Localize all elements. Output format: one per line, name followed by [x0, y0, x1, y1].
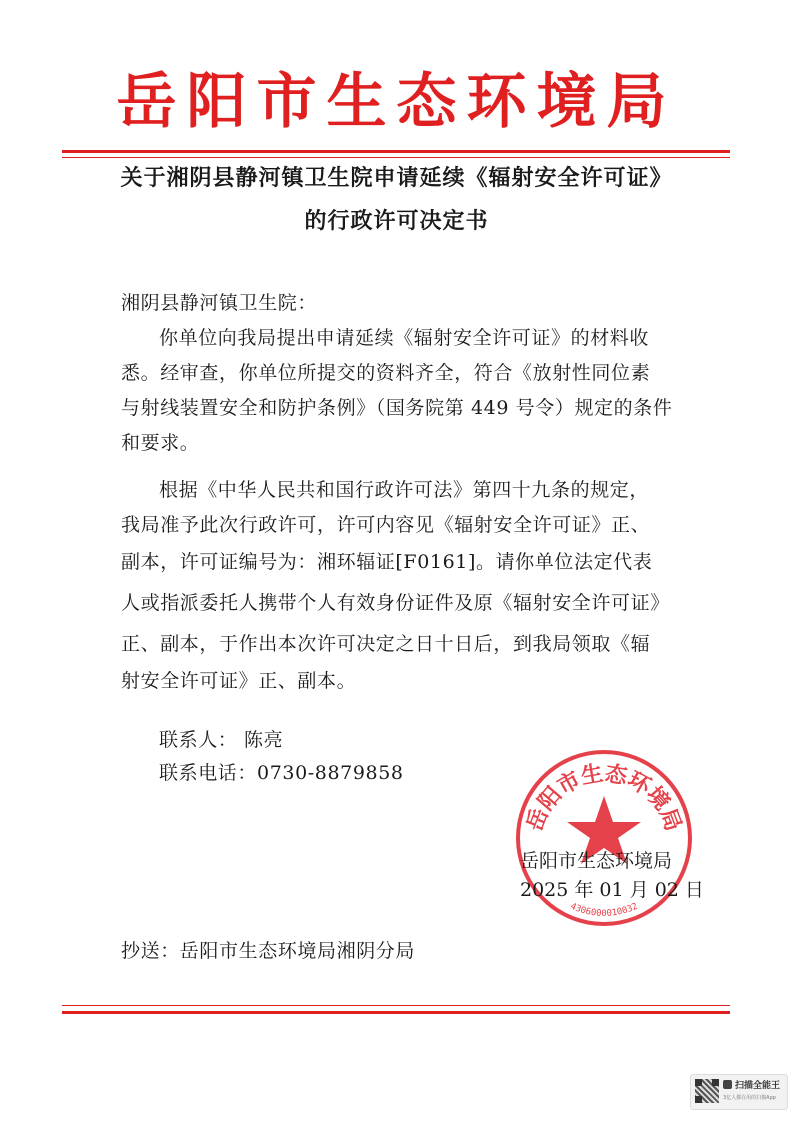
- paragraph-line: 正、副本，于作出本次许可决定之日十日后，到我局领取《辐: [121, 633, 651, 655]
- paragraph-line: 与射线装置安全和防护条例》（国务院第 449 号令）规定的条件: [121, 397, 673, 419]
- signature-date: 2025 年 01 月 02 日: [520, 879, 704, 901]
- paragraph-line: 射安全许可证》正、副本。: [121, 670, 357, 692]
- paragraph-line: 我局准予此次行政许可，许可内容见《辐射安全许可证》正、: [121, 514, 651, 536]
- addressee: 湘阴县静河镇卫生院：: [121, 292, 318, 314]
- header-divider: [62, 150, 730, 153]
- seal-code: 4306000010032: [568, 901, 640, 919]
- document-title-line-1: 关于湘阴县静河镇卫生院申请延续《辐射安全许可证》: [120, 165, 673, 191]
- paragraph-line: 根据《中华人民共和国行政许可法》第四十九条的规定，: [159, 479, 650, 501]
- paragraph-line: 和要求。: [121, 432, 200, 454]
- paragraph-line: 人或指派委托人携带个人有效身份证件及原《辐射安全许可证》: [121, 592, 670, 614]
- watermark-subtitle: 3亿人都在用的扫描App: [723, 1095, 776, 1101]
- paragraph-line: 副本，许可证编号为：湘环辐证[F0161]。请你单位法定代表: [121, 551, 653, 573]
- qr-code-icon: [695, 1079, 719, 1103]
- cc-line: 抄送：岳阳市生态环境局湘阴分局: [121, 940, 416, 962]
- watermark-name: 扫描全能王: [735, 1081, 781, 1091]
- paragraph-line: 你单位向我局提出申请延续《辐射安全许可证》的材料收: [159, 327, 650, 349]
- agency-title: 岳阳市生态环境局: [116, 67, 677, 137]
- header-divider-thin: [62, 157, 730, 158]
- scanner-logo-icon: [723, 1080, 732, 1089]
- signature-org: 岳阳市生态环境局: [520, 850, 673, 872]
- footer-divider-thin: [62, 1005, 730, 1006]
- contact-phone: 联系电话：0730-8879858: [159, 762, 404, 784]
- scanner-watermark: [690, 1074, 788, 1110]
- seal-text: 岳阳市生态环境局: [522, 761, 686, 835]
- document-title-line-2: 的行政许可决定书: [304, 208, 489, 234]
- paragraph-line: 悉。经审查，你单位所提交的资料齐全，符合《放射性同位素: [121, 362, 651, 384]
- footer-divider: [62, 1011, 730, 1014]
- contact-person: 联系人： 陈亮: [159, 729, 284, 751]
